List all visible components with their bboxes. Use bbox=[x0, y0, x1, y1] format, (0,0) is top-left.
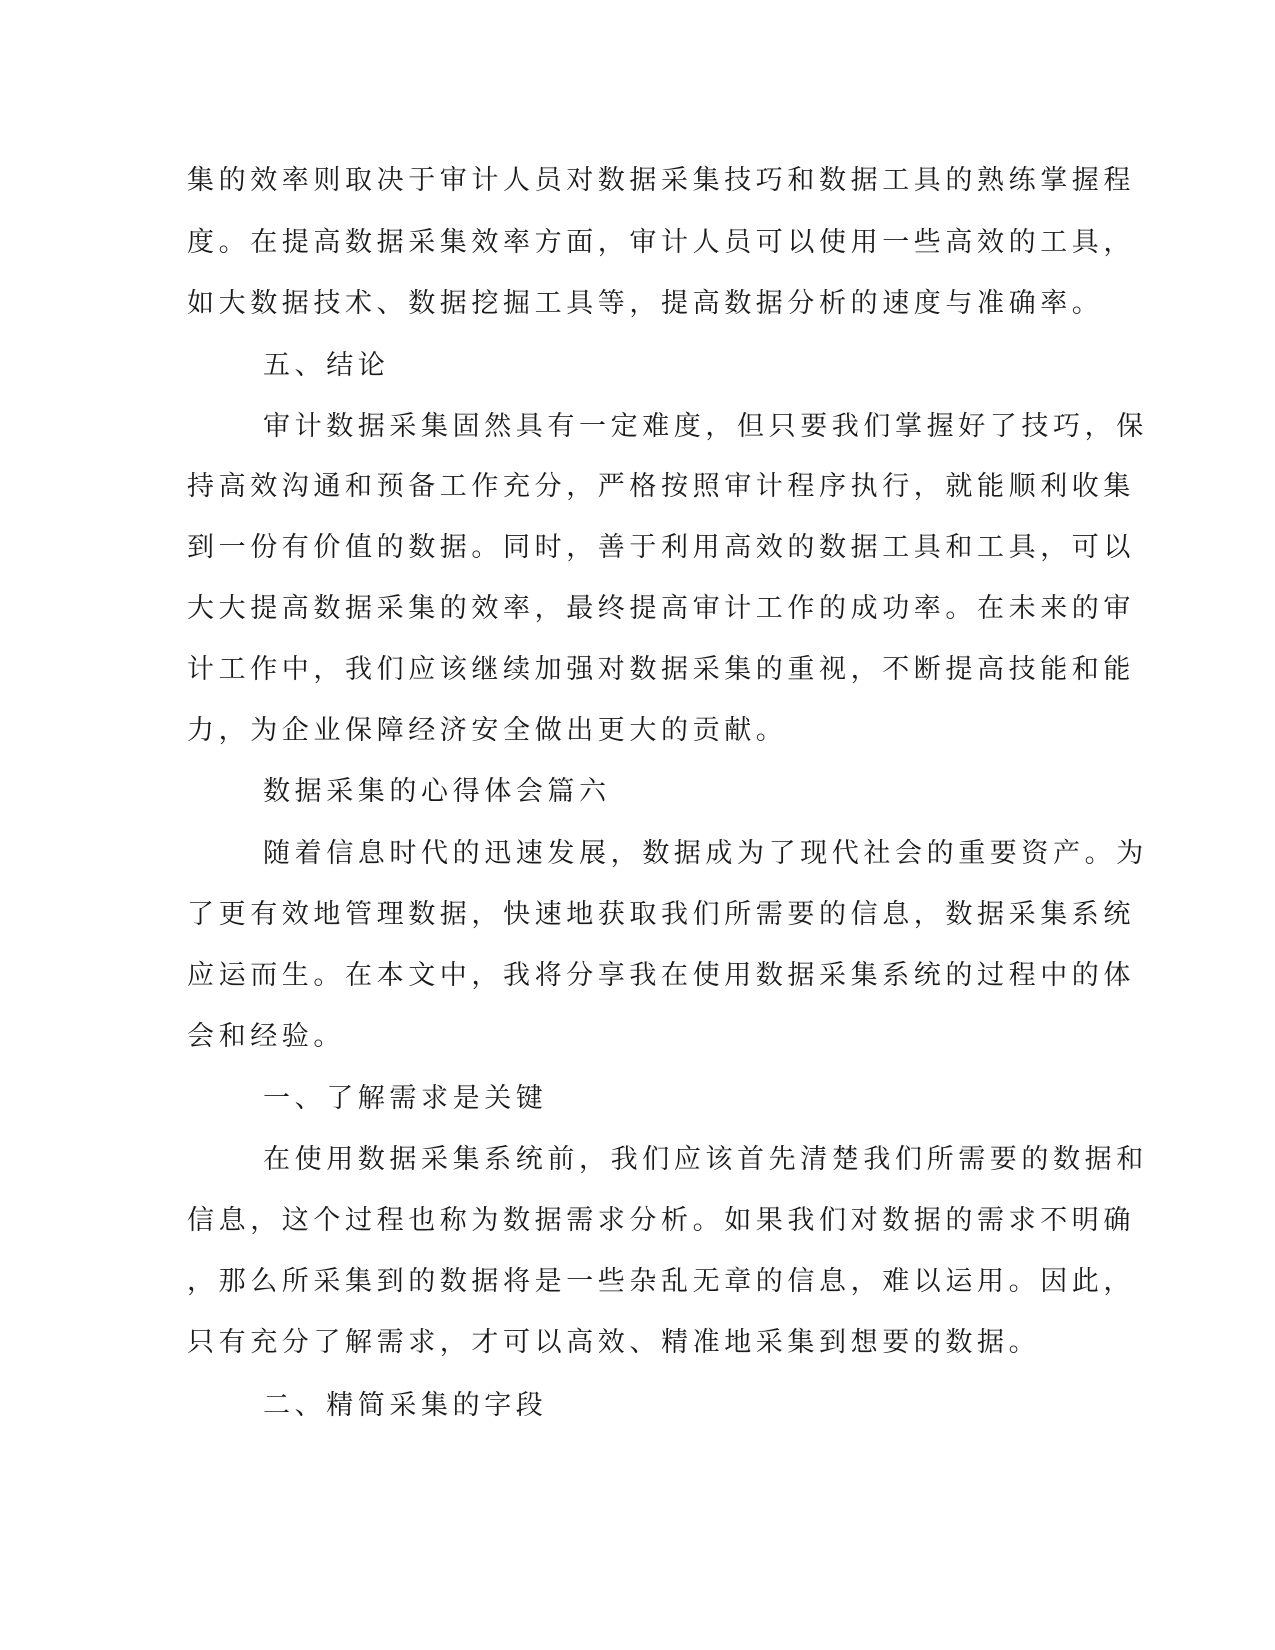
paragraph-line: 计工作中，我们应该继续加强对数据采集的重视，不断提高技能和能 bbox=[187, 654, 1135, 685]
section-heading: 一、了解需求是关键 bbox=[263, 1083, 548, 1114]
paragraph-line: 信息，这个过程也称为数据需求分析。如果我们对数据的需求不明确 bbox=[187, 1205, 1135, 1236]
paragraph-line: 持高效沟通和预备工作充分，严格按照审计程序执行，就能顺利收集 bbox=[187, 471, 1135, 502]
paragraph-line: 力，为企业保障经济安全做出更大的贡献。 bbox=[187, 715, 788, 746]
paragraph-line: 大大提高数据采集的效率，最终提高审计工作的成功率。在未来的审 bbox=[187, 593, 1135, 624]
paragraph-line: 随着信息时代的迅速发展，数据成为了现代社会的重要资产。为 bbox=[263, 838, 1148, 869]
paragraph-line: ，那么所采集到的数据将是一些杂乱无章的信息，难以运用。因此， bbox=[187, 1266, 1135, 1297]
article-title: 数据采集的心得体会篇六 bbox=[263, 776, 611, 807]
paragraph-line: 会和经验。 bbox=[187, 1021, 345, 1052]
paragraph-line: 在使用数据采集系统前，我们应该首先清楚我们所需要的数据和 bbox=[263, 1144, 1148, 1175]
paragraph-line: 集的效率则取决于审计人员对数据采集技巧和数据工具的熟练掌握程 bbox=[187, 165, 1135, 196]
paragraph-line: 度。在提高数据采集效率方面，审计人员可以使用一些高效的工具， bbox=[187, 227, 1135, 258]
section-heading: 五、结论 bbox=[263, 350, 390, 381]
paragraph-line: 应运而生。在本文中，我将分享我在使用数据采集系统的过程中的体 bbox=[187, 960, 1135, 991]
section-heading: 二、精简采集的字段 bbox=[263, 1390, 548, 1421]
paragraph-line: 只有充分了解需求，才可以高效、精准地采集到想要的数据。 bbox=[187, 1327, 1041, 1358]
paragraph-line: 审计数据采集固然具有一定难度，但只要我们掌握好了技巧，保 bbox=[263, 411, 1148, 442]
paragraph-line: 了更有效地管理数据，快速地获取我们所需要的信息，数据采集系统 bbox=[187, 899, 1135, 930]
paragraph-line: 到一份有价值的数据。同时，善于利用高效的数据工具和工具，可以 bbox=[187, 532, 1135, 563]
paragraph-line: 如大数据技术、数据挖掘工具等，提高数据分析的速度与准确率。 bbox=[187, 288, 1104, 319]
